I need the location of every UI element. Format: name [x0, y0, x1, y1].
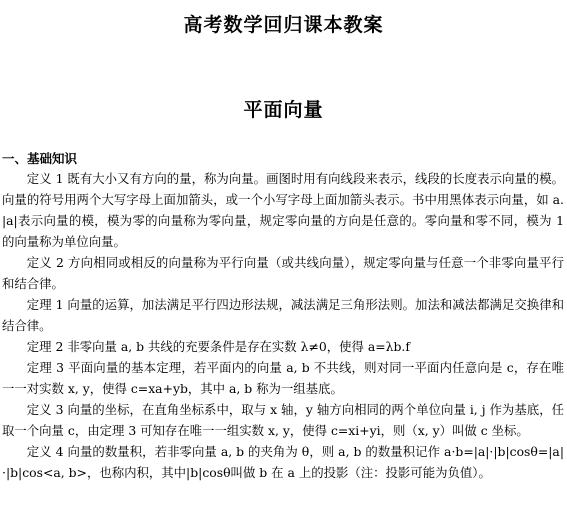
paragraph-theorem-2: 定理 2 非零向量 a, b 共线的充要条件是存在实数 λ≠0，使得 a=λb.f [26, 339, 410, 354]
document-title: 高考数学回归课本教案 [183, 14, 384, 36]
paragraph-definition-2: 定义 2 方向相同或相反的向量称为平行向量（或共线向量），规定零向量与任意一个非零向量平行和结合律。 [2, 255, 564, 291]
content-body [2, 168, 564, 483]
paragraph-theorem-3: 定理 3 平面向量的基本定理，若平面内的向量 a, b 不共线，则对同一平面内任意向是 c，存在唯一一对实数 x, y，使得 c=xa+yb，其中 a, b 称为一组基底。 [2, 360, 564, 396]
paragraph-definition-4: 定义 4 向量的数量积，若非零向量 a, b 的夹角为 θ，则 a, b 的数量积记作 a·b=|a|·|b|cosθ=|a|·|b|cos<a, b>，也称内积，其中|b|cosθ叫做 b 在 a 上的投影（注：投影可能为负值）。 [2, 444, 564, 480]
section-title: 平面向量 [243, 99, 324, 121]
paragraph-definition-3: 定义 3 向量的坐标，在直角坐标系中，取与 x 轴，y 轴方向相同的两个单位向量 i, j 作为基底，任取一个向量 c，由定理 3 可知存在唯一一组实数 x, y，使得 c=xi+yi，则（x, y）叫做 c 坐标。 [2, 402, 564, 438]
subheading-basic-knowledge: 一、基础知识 [2, 151, 78, 166]
paragraph-theorem-1: 定理 1 向量的运算，加法满足平行四边形法规，减法满足三角形法则。加法和减法都满足交换律和结合律。 [2, 297, 564, 333]
paragraph-definition-1: 定义 1 既有大小又有方向的量，称为向量。画图时用有向线段来表示，线段的长度表示向量的模。向量的符号用两个大写字母上面加箭头，或一个小写字母上面加箭头表示。书中用黑体表示向量，如 a. |a|表示向量的模，模为零的向量称为零向量，规定零向量的方向是任意的。零向量和零不同，模为 1 的向量称为单位向量。 [2, 171, 564, 249]
